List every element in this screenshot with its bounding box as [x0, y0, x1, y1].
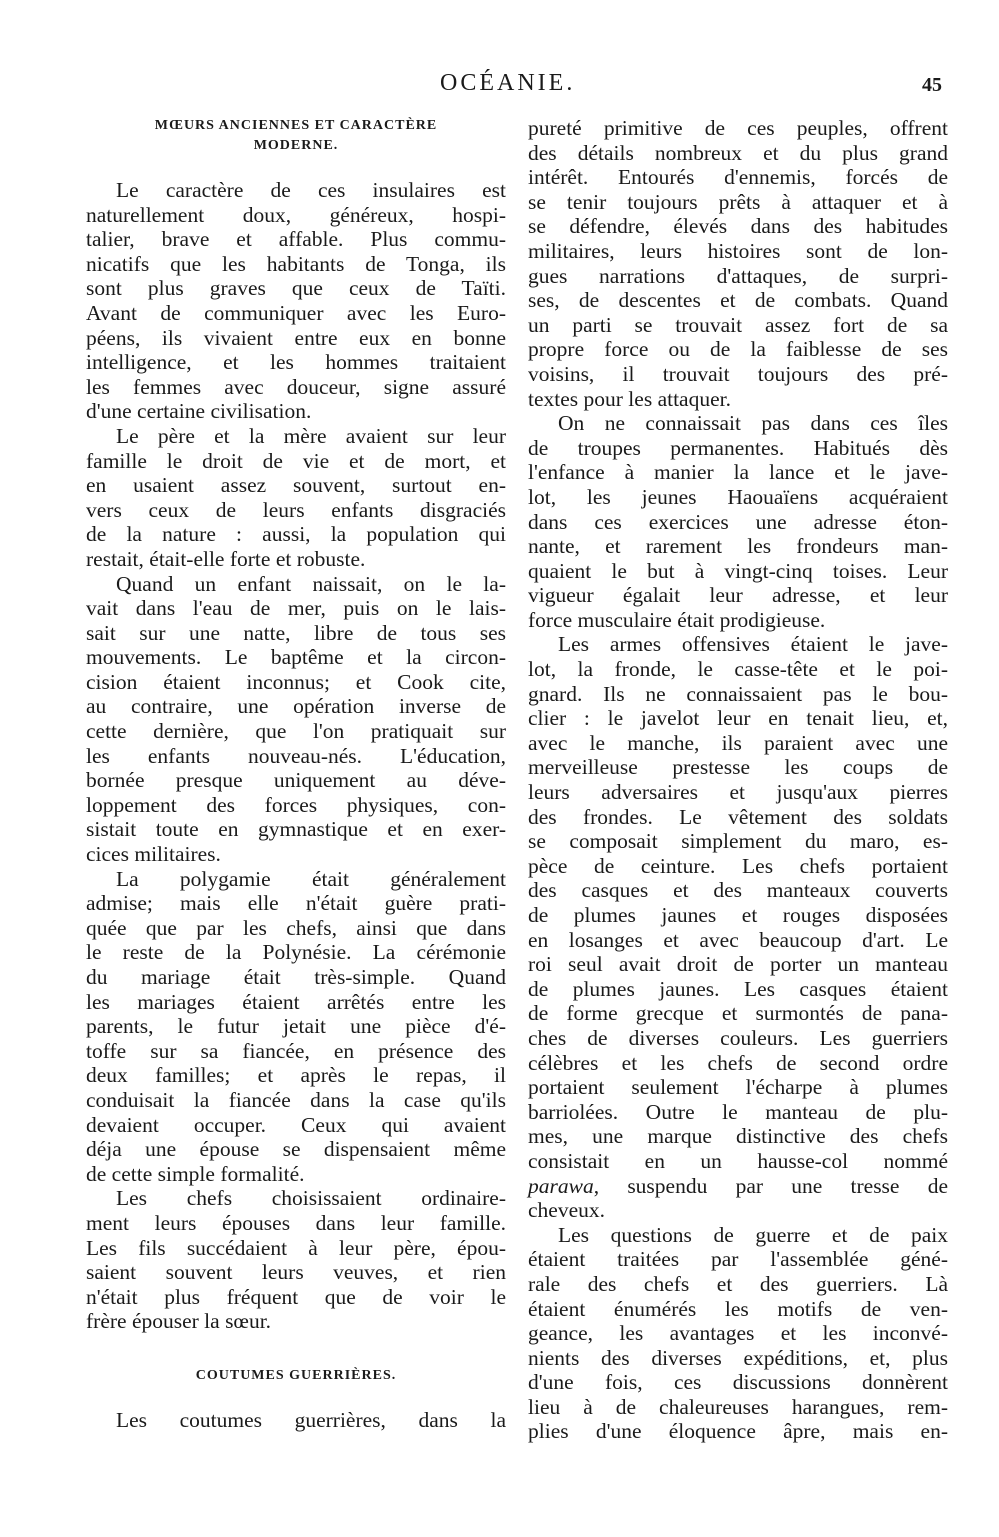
text-line: les enfants nouveau-nés. L'éducation,	[86, 743, 506, 768]
text-line: péens, ils vivaient entre eux en bonne	[86, 325, 506, 350]
text-line: célèbres et les chefs de second ordre	[528, 1050, 948, 1075]
text-line: les mariages étaient arrêtés entre les	[86, 989, 506, 1014]
text-line: Les armes offensives étaient le jave-	[558, 632, 948, 657]
text-line: Les fils succédaient à leur père, épou-	[86, 1235, 506, 1260]
text-line: loppement des forces physiques, con-	[86, 792, 506, 817]
text-line: nante, et rarement les frondeurs man-	[528, 534, 948, 559]
text-line: déja une épouse se dispensaient même	[86, 1137, 506, 1162]
text-line: intelligence, et les hommes traitaient	[86, 350, 506, 375]
text-line: rale des chefs et des guerriers. Là	[528, 1271, 948, 1296]
text-line: plies d'une éloquence âpre, mais en-	[528, 1419, 948, 1444]
text-line: La polygamie était généralement	[116, 866, 506, 891]
text-line: d'une fois, ces discussions donnèrent	[528, 1370, 948, 1395]
text-line: en usaient assez souvent, surtout en-	[86, 473, 506, 498]
text-line: quaient le but à vingt-cinq toises. Leur	[528, 558, 948, 583]
text-line: roi seul avait droit de porter un manteau	[528, 952, 948, 977]
text-line: cices militaires.	[86, 842, 221, 867]
text-line: n'était plus fréquent que de voir le	[86, 1284, 506, 1309]
text-line: gnard. Ils ne connaissaient pas le bou-	[528, 681, 948, 706]
text-line: Le caractère de ces insulaires est	[116, 178, 506, 202]
running-header-title: OCÉANIE.	[440, 70, 576, 96]
paragraph	[86, 572, 506, 867]
text-line: saient souvent leurs veuves, et rien	[86, 1260, 506, 1285]
text-line: merveilleuse prestesse les coups de	[528, 755, 948, 780]
text-line: bornée presque uniquement au déve-	[86, 768, 506, 793]
text-line: étaient traitées par l'assemblée géné-	[528, 1247, 948, 1272]
text-line: lot, la fronde, le casse-tête et le poi-	[528, 657, 948, 682]
text-line: nicatifs que les habitants de Tonga, ils	[86, 251, 506, 276]
text-line: voisins, il trouvait toujours des pré-	[528, 361, 948, 386]
text-line: portaient seulement l'écharpe à plumes	[528, 1075, 948, 1100]
text-line: ches de diverses couleurs. Les guerriers	[528, 1025, 948, 1050]
text-line: famille le droit de vie et de mort, et	[86, 448, 506, 473]
paragraph	[528, 632, 948, 1222]
text-line: Le père et la mère avaient sur leur	[116, 423, 506, 448]
text-line: avec le manche, ils paraient avec une	[528, 730, 948, 755]
text-line: mouvements. Le baptême et la circon-	[86, 645, 506, 670]
text-line: des frondes. Le vêtement des soldats	[528, 804, 948, 829]
text-line: Les coutumes guerrières, dans la	[116, 1407, 506, 1432]
text-line: Les chefs choisissaient ordinaire-	[116, 1186, 506, 1211]
text-line: lot, les jeunes Haouaïens acquéraient	[528, 484, 948, 509]
text-line: Avant de communiquer avec les Euro-	[86, 300, 506, 325]
section-heading-moeurs	[86, 116, 506, 156]
heading-line: MODERNE.	[253, 138, 339, 153]
left-column	[86, 116, 506, 1433]
paragraph	[86, 424, 506, 572]
paragraph	[528, 116, 948, 411]
text-line: On ne connaissait pas dans ces îles	[558, 411, 948, 436]
text-line: propre force ou de la faiblesse de ses	[528, 337, 948, 362]
paragraph	[86, 178, 506, 424]
text-line: sont plus graves que ceux de Taïti.	[86, 276, 506, 301]
text-line: intérêt. Entourés d'ennemis, forcés de	[528, 165, 948, 190]
text-line: clier : le javelot leur en tenait lieu, et,	[528, 706, 948, 731]
text-line: se défendre, élevés dans des habitudes	[528, 214, 948, 239]
text-line: Quand un enfant naissait, on le la-	[116, 571, 506, 596]
text-line: de plumes jaunes et rouges disposées	[528, 903, 948, 927]
text-fragment: , suspendu par une tresse de	[593, 1173, 948, 1198]
right-column	[528, 116, 948, 1444]
text-line: se tenir toujours prêts à attaquer et à	[528, 189, 948, 214]
text-line: consistait en un hausse-col nommé	[528, 1148, 948, 1173]
text-line: deux familles; et après le repas, il	[86, 1063, 506, 1088]
text-line: de plumes jaunes. Les casques étaient	[528, 976, 948, 1001]
text-line: de troupes permanentes. Habitués dès	[528, 435, 948, 460]
text-line: de cette simple formalité.	[86, 1161, 305, 1186]
text-line: étaient énumérés les motifs de ven-	[528, 1296, 948, 1321]
text-line: lieu à de chaleureuses harangues, rem-	[528, 1394, 948, 1419]
text-line: des casques et des manteaux couverts	[528, 878, 948, 903]
italic-term: parawa	[528, 1173, 594, 1198]
text-line: ment leurs épouses dans leur famille.	[86, 1210, 506, 1235]
text-line: un parti se trouvait assez fort de sa	[528, 312, 948, 337]
text-line: vait dans l'eau de mer, puis on le lais-	[86, 596, 506, 621]
text-line: gues narrations d'attaques, de surpri-	[528, 263, 948, 288]
text-line: conduisait la fiancée dans la case qu'ils	[86, 1087, 506, 1112]
text-line: du mariage était très-simple. Quand	[86, 965, 506, 989]
text-line: parents, le futur jetait une pièce d'é-	[86, 1014, 506, 1039]
page-number: 45	[922, 74, 942, 96]
text-line: le reste de la Polynésie. La cérémonie	[86, 940, 506, 965]
text-line: quée que par les chefs, ainsi que dans	[86, 915, 506, 940]
text-line: admise; mais elle n'était guère prati-	[86, 891, 506, 916]
paragraph	[528, 411, 948, 632]
text-line: geance, les avantages et les inconvé-	[528, 1321, 948, 1346]
text-line: des détails nombreux et du plus grand	[528, 140, 948, 165]
text-line: sistait toute en gymnastique et en exer-	[86, 817, 506, 842]
text-line: vers ceux de leurs enfants disgraciés	[86, 497, 506, 522]
text-line: devaient occuper. Ceux qui avaient	[86, 1112, 506, 1137]
text-line: talier, brave et affable. Plus commu-	[86, 227, 506, 252]
text-line: l'enfance à manier la lance et le jave-	[528, 460, 948, 485]
text-line: nients des diverses expéditions, et, plus	[528, 1345, 948, 1370]
text-line: de forme grecque et surmontés de pana-	[528, 1001, 948, 1026]
text-line: de la nature : aussi, la population qui	[86, 522, 506, 547]
text-line: sait sur une natte, libre de tous ses	[86, 620, 506, 645]
text-line: leurs adversaires et jusqu'aux pierres	[528, 780, 948, 805]
text-line: naturellement doux, généreux, hospi-	[86, 202, 506, 227]
text-line: au contraire, une opération inverse de	[86, 694, 506, 719]
heading-line: COUTUMES GUERRIÈRES.	[195, 1367, 397, 1383]
text-line: pureté primitive de ces peuples, offrent	[528, 116, 948, 140]
text-line: toffe sur sa fiancée, en présence des	[86, 1038, 506, 1063]
text-line: ses, de descentes et de combats. Quand	[528, 288, 948, 313]
text-line: cheveux.	[528, 1198, 606, 1223]
text-line: pèce de ceinture. Les chefs portaient	[528, 853, 948, 878]
text-line: dans ces exercices une adresse éton-	[528, 509, 948, 534]
text-line: force musculaire était prodigieuse.	[528, 607, 826, 632]
text-line: barriolées. Outre le manteau de plu-	[528, 1099, 948, 1124]
text-line: se composait simplement du maro, es-	[528, 829, 948, 854]
text-line: frère épouser la sœur.	[86, 1309, 272, 1334]
text-line: cette dernière, que l'on pratiquait sur	[86, 719, 506, 744]
section-heading-coutumes	[86, 1366, 506, 1386]
paragraph	[528, 1223, 948, 1444]
paragraph	[86, 867, 506, 1187]
text-line: restait, était-elle forte et robuste.	[86, 546, 366, 571]
text-line: les femmes avec douceur, signe assuré	[86, 374, 506, 399]
heading-line: MŒURS ANCIENNES ET CARACTÈRE	[154, 118, 438, 133]
text-line: d'une certaine civilisation.	[86, 399, 312, 424]
text-line	[528, 1174, 948, 1199]
text-line: militaires, leurs histoires sont de lon-	[528, 238, 948, 263]
text-line: en losanges et avec beaucoup d'art. Le	[528, 927, 948, 952]
text-line: cision étaient inconnus; et Cook cite,	[86, 669, 506, 694]
text-line: vigueur égalait leur adresse, et leur	[528, 583, 948, 608]
paragraph	[86, 1186, 506, 1334]
text-line: Les questions de guerre et de paix	[558, 1222, 948, 1247]
text-line: textes pour les attaquer.	[528, 386, 731, 411]
text-line: mes, une marque distinctive des chefs	[528, 1124, 948, 1149]
